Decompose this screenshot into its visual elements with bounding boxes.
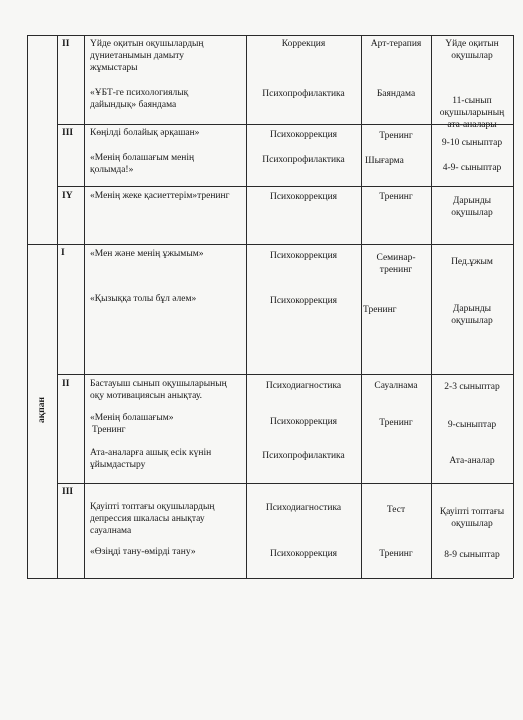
audience-text: 9-10 сыныптар [441, 138, 503, 148]
audience-text: оқушылар [451, 316, 493, 326]
row-divider [57, 186, 513, 187]
row-divider [57, 483, 513, 484]
direction-text: Психопрофилактика [262, 155, 345, 165]
direction-text: Психокоррекция [269, 549, 338, 559]
topic-text: депрессия шкаласы анықтау [90, 514, 205, 524]
topic-text: дүниетанымын дамыту [90, 51, 184, 61]
topic-text: «Менің болашағым менің [90, 153, 195, 163]
audience-text: Дарынды [452, 196, 492, 206]
audience-text: Ата-аналар [449, 456, 495, 466]
form-text: Тренинг [379, 192, 413, 202]
audience-text: Үйде оқитын [445, 39, 499, 49]
topic-text: «Қызыққа толы бұл әлем» [90, 294, 197, 304]
topic-text: «Мен және менің ұжымым» [90, 249, 204, 259]
topic-text: Қауіпті топтағы оқушылардың [90, 502, 215, 512]
row-number: III [62, 128, 74, 138]
topic-text: оқу мотивациясын анықтау. [90, 391, 203, 401]
topic-text: дайындық» баяндама [90, 100, 177, 110]
topic-text: Ата-аналарға ашық есік күнін [90, 448, 212, 458]
topic-text: Көңілді болайық әрқашан» [90, 128, 200, 138]
direction-text: Психодиагностика [265, 381, 342, 391]
month-divider [27, 244, 513, 245]
topic-text: ұйымдастыру [90, 460, 146, 470]
topic-text: «Менің жеке қасиеттерім»тренинг [90, 191, 230, 201]
row-divider [57, 374, 513, 375]
topic-text: Тренинг [92, 425, 126, 435]
form-text: Тренинг [379, 131, 413, 141]
direction-text: Психокоррекция [269, 296, 338, 306]
row-number: II [62, 379, 70, 389]
audience-text: 4-9- сыныптар [442, 163, 502, 173]
audience-text: 9-сыныптар [447, 420, 497, 430]
form-text: Сауалнама [374, 381, 418, 391]
form-text: тренинг [379, 265, 413, 275]
form-text: Тест [386, 505, 406, 515]
form-text: Арт-терапия [370, 39, 422, 49]
direction-text: Психодиагностика [265, 503, 342, 513]
direction-text: Психокоррекция [269, 417, 338, 427]
row-number: II [62, 39, 70, 49]
table-left-border [27, 35, 28, 578]
audience-text: оқушыларының [439, 108, 505, 118]
direction-text: Психопрофилактика [262, 451, 345, 461]
form-text: Тренинг [379, 549, 413, 559]
topic-text: жұмыстары [90, 63, 138, 73]
topic-text: «Өзіңді тану-өмірді тану» [90, 547, 196, 557]
direction-text: Психокоррекция [269, 130, 338, 140]
audience-text: ата-аналары [447, 120, 497, 130]
form-text: Тренинг [379, 418, 413, 428]
topic-text: «ҰБТ-ге психологиялық [90, 88, 189, 98]
form-text: Семинар- [376, 253, 416, 263]
form-text: Тренинг [363, 305, 397, 315]
audience-text: Пед.ұжым [451, 257, 493, 267]
row-number: I [61, 248, 65, 258]
topic-text: сауалнама [90, 526, 132, 536]
audience-text: 11-сынып [452, 96, 492, 106]
audience-text: оқушылар [451, 519, 493, 529]
topic-text: Бастауыш сынып оқушыларының [90, 379, 227, 389]
audience-text: Қауіпті топтағы [439, 507, 505, 517]
table-bottom-border [27, 578, 513, 579]
table-top-border [27, 35, 513, 36]
table-right-border [513, 35, 514, 578]
form-text: Шығарма [365, 156, 404, 166]
topic-text: Үйде оқитын оқушылардың [90, 39, 204, 49]
audience-text: 8-9 сыныптар [444, 550, 500, 560]
audience-text: оқушылар [451, 51, 493, 61]
column-divider [84, 35, 85, 578]
direction-text: Коррекция [281, 39, 326, 49]
audience-text: оқушылар [451, 208, 493, 218]
column-divider [57, 35, 58, 578]
direction-text: Психопрофилактика [262, 89, 345, 99]
form-text: Баяндама [376, 89, 416, 99]
row-number: IY [62, 191, 73, 201]
audience-text: Дарынды [452, 304, 492, 314]
direction-text: Психокоррекция [269, 192, 338, 202]
column-divider [361, 35, 362, 578]
audience-text: 2-3 сыныптар [444, 382, 500, 392]
month-label: ақпан [37, 397, 47, 423]
direction-text: Психокоррекция [269, 251, 338, 261]
topic-text: «Менің болашағым» [90, 413, 174, 423]
row-number: III [62, 487, 74, 497]
topic-text: қолымда!» [90, 165, 134, 175]
